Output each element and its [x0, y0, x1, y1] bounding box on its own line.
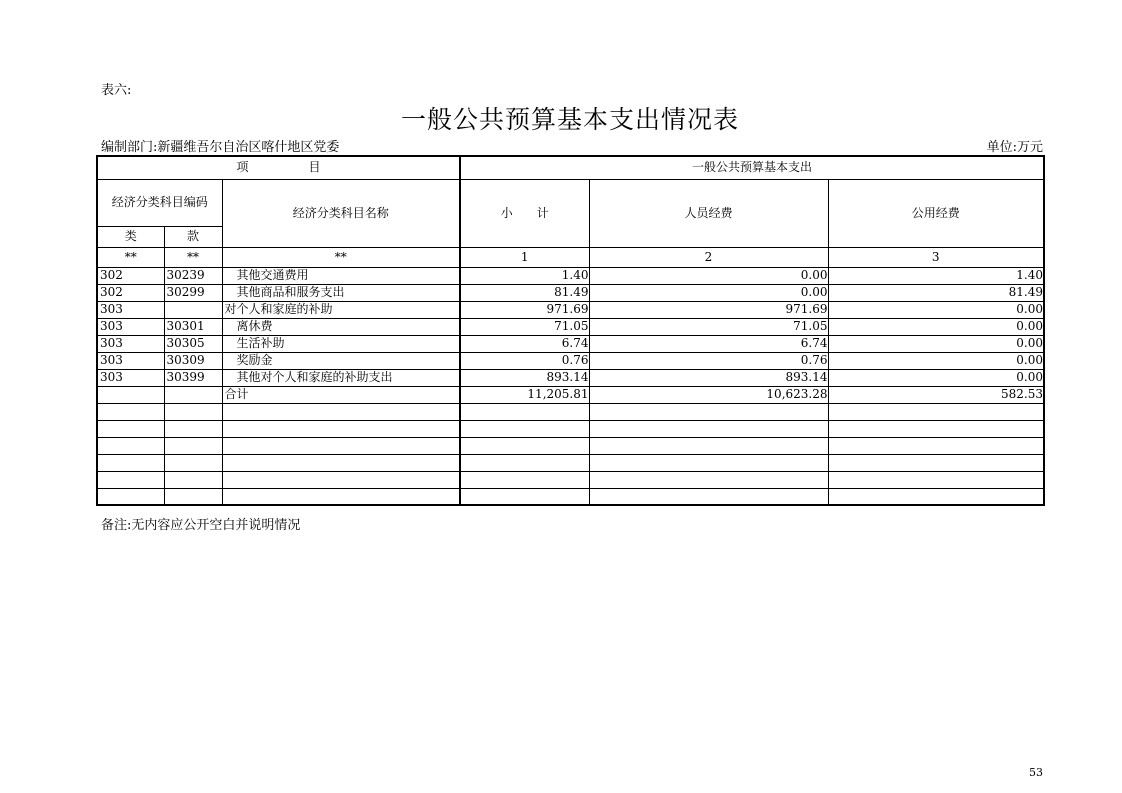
empty-row [97, 420, 1044, 437]
subtotal-header: 小 计 [460, 179, 589, 247]
empty-row [97, 454, 1044, 471]
empty-cell [222, 471, 460, 488]
empty-cell [460, 454, 589, 471]
public-cell: 81.49 [828, 284, 1044, 301]
category-header: 类 [97, 226, 164, 247]
table-body [97, 267, 1044, 403]
empty-cell [164, 403, 222, 420]
personnel-cell: 971.69 [589, 301, 828, 318]
public-cell: 0.00 [828, 335, 1044, 352]
item-code-cell [164, 386, 222, 403]
empty-cell [828, 488, 1044, 505]
empty-cell [97, 488, 164, 505]
table-row [97, 267, 1044, 284]
empty-cell [828, 420, 1044, 437]
item-name-cell: 合计 [222, 386, 460, 403]
column-index-2: 2 [589, 247, 828, 267]
empty-row [97, 488, 1044, 505]
empty-row [97, 471, 1044, 488]
empty-cell [222, 420, 460, 437]
subtotal-cell: 0.76 [460, 352, 589, 369]
table-row [97, 318, 1044, 335]
item-name-cell: 奖励金 [222, 352, 460, 369]
expense-table [96, 155, 1045, 506]
empty-cell [460, 420, 589, 437]
empty-cell [97, 471, 164, 488]
item-name-cell: 对个人和家庭的补助 [222, 301, 460, 318]
item-code-cell: 30301 [164, 318, 222, 335]
empty-cell [589, 403, 828, 420]
empty-cell [589, 454, 828, 471]
empty-cell [460, 437, 589, 454]
empty-cell [222, 488, 460, 505]
empty-cell [97, 454, 164, 471]
category-code-cell: 302 [97, 284, 164, 301]
empty-cell [828, 454, 1044, 471]
empty-cell [589, 471, 828, 488]
subtotal-cell: 971.69 [460, 301, 589, 318]
empty-row [97, 437, 1044, 454]
personnel-cell: 0.76 [589, 352, 828, 369]
item-code-cell: 30239 [164, 267, 222, 284]
category-code-cell: 303 [97, 301, 164, 318]
compiling-department: 编制部门:新疆维吾尔自治区喀什地区党委 [101, 140, 340, 155]
empty-cell [589, 420, 828, 437]
public-cell: 0.00 [828, 352, 1044, 369]
personnel-cell: 10,623.28 [589, 386, 828, 403]
empty-cell [222, 437, 460, 454]
public-cell: 0.00 [828, 318, 1044, 335]
empty-cell [222, 454, 460, 471]
page-title: 一般公共预算基本支出情况表 [400, 105, 739, 134]
item-code-cell: 30305 [164, 335, 222, 352]
column-index-1: 1 [460, 247, 589, 267]
empty-cell [97, 420, 164, 437]
table-number-label: 表六: [101, 83, 132, 98]
subtotal-cell: 11,205.81 [460, 386, 589, 403]
project-header: 项 目 [97, 156, 460, 179]
item-header: 款 [164, 226, 222, 247]
item-code-cell: 30399 [164, 369, 222, 386]
public-header: 公用经费 [828, 179, 1044, 247]
empty-cell [164, 471, 222, 488]
table-row [97, 352, 1044, 369]
column-index-3: 3 [828, 247, 1044, 267]
marker-category: ** [97, 247, 164, 267]
empty-cell [164, 437, 222, 454]
empty-cell [460, 403, 589, 420]
empty-cell [222, 403, 460, 420]
item-name-cell: 生活补助 [222, 335, 460, 352]
empty-cell [460, 471, 589, 488]
marker-name: ** [222, 247, 460, 267]
empty-cell [828, 403, 1044, 420]
subtotal-cell: 6.74 [460, 335, 589, 352]
empty-cell [460, 488, 589, 505]
table-row [97, 301, 1044, 318]
category-code-cell [97, 386, 164, 403]
item-name-cell: 离休费 [222, 318, 460, 335]
empty-cell [164, 420, 222, 437]
page-number: 53 [1029, 766, 1043, 779]
personnel-header: 人员经费 [589, 179, 828, 247]
econ-name-header: 经济分类科目名称 [222, 179, 460, 247]
category-code-cell: 303 [97, 369, 164, 386]
public-cell: 0.00 [828, 369, 1044, 386]
personnel-cell: 893.14 [589, 369, 828, 386]
item-name-cell: 其他对个人和家庭的补助支出 [222, 369, 460, 386]
public-cell: 0.00 [828, 301, 1044, 318]
table-row [97, 335, 1044, 352]
subtotal-cell: 1.40 [460, 267, 589, 284]
category-code-cell: 303 [97, 318, 164, 335]
subtotal-cell: 71.05 [460, 318, 589, 335]
personnel-cell: 0.00 [589, 267, 828, 284]
table-row [97, 284, 1044, 301]
empty-cell [828, 471, 1044, 488]
empty-cell [589, 488, 828, 505]
public-cell: 582.53 [828, 386, 1044, 403]
empty-cell [164, 488, 222, 505]
empty-cell [589, 437, 828, 454]
marker-item: ** [164, 247, 222, 267]
item-code-cell: 30309 [164, 352, 222, 369]
item-name-cell: 其他交通费用 [222, 267, 460, 284]
empty-row [97, 403, 1044, 420]
item-code-cell [164, 301, 222, 318]
empty-cell [97, 403, 164, 420]
empty-cell [828, 437, 1044, 454]
econ-code-header: 经济分类科目编码 [97, 179, 222, 226]
item-code-cell: 30299 [164, 284, 222, 301]
personnel-cell: 71.05 [589, 318, 828, 335]
basic-expense-header: 一般公共预算基本支出 [460, 156, 1044, 179]
personnel-cell: 0.00 [589, 284, 828, 301]
public-cell: 1.40 [828, 267, 1044, 284]
remark-note: 备注:无内容应公开空白并说明情况 [101, 518, 301, 533]
subtotal-cell: 893.14 [460, 369, 589, 386]
category-code-cell: 302 [97, 267, 164, 284]
category-code-cell: 303 [97, 335, 164, 352]
item-name-cell: 其他商品和服务支出 [222, 284, 460, 301]
blank-rows [97, 403, 1044, 505]
category-code-cell: 303 [97, 352, 164, 369]
table-row [97, 369, 1044, 386]
empty-cell [97, 437, 164, 454]
personnel-cell: 6.74 [589, 335, 828, 352]
table-row [97, 386, 1044, 403]
subtotal-cell: 81.49 [460, 284, 589, 301]
unit-label: 单位:万元 [986, 140, 1043, 155]
empty-cell [164, 454, 222, 471]
